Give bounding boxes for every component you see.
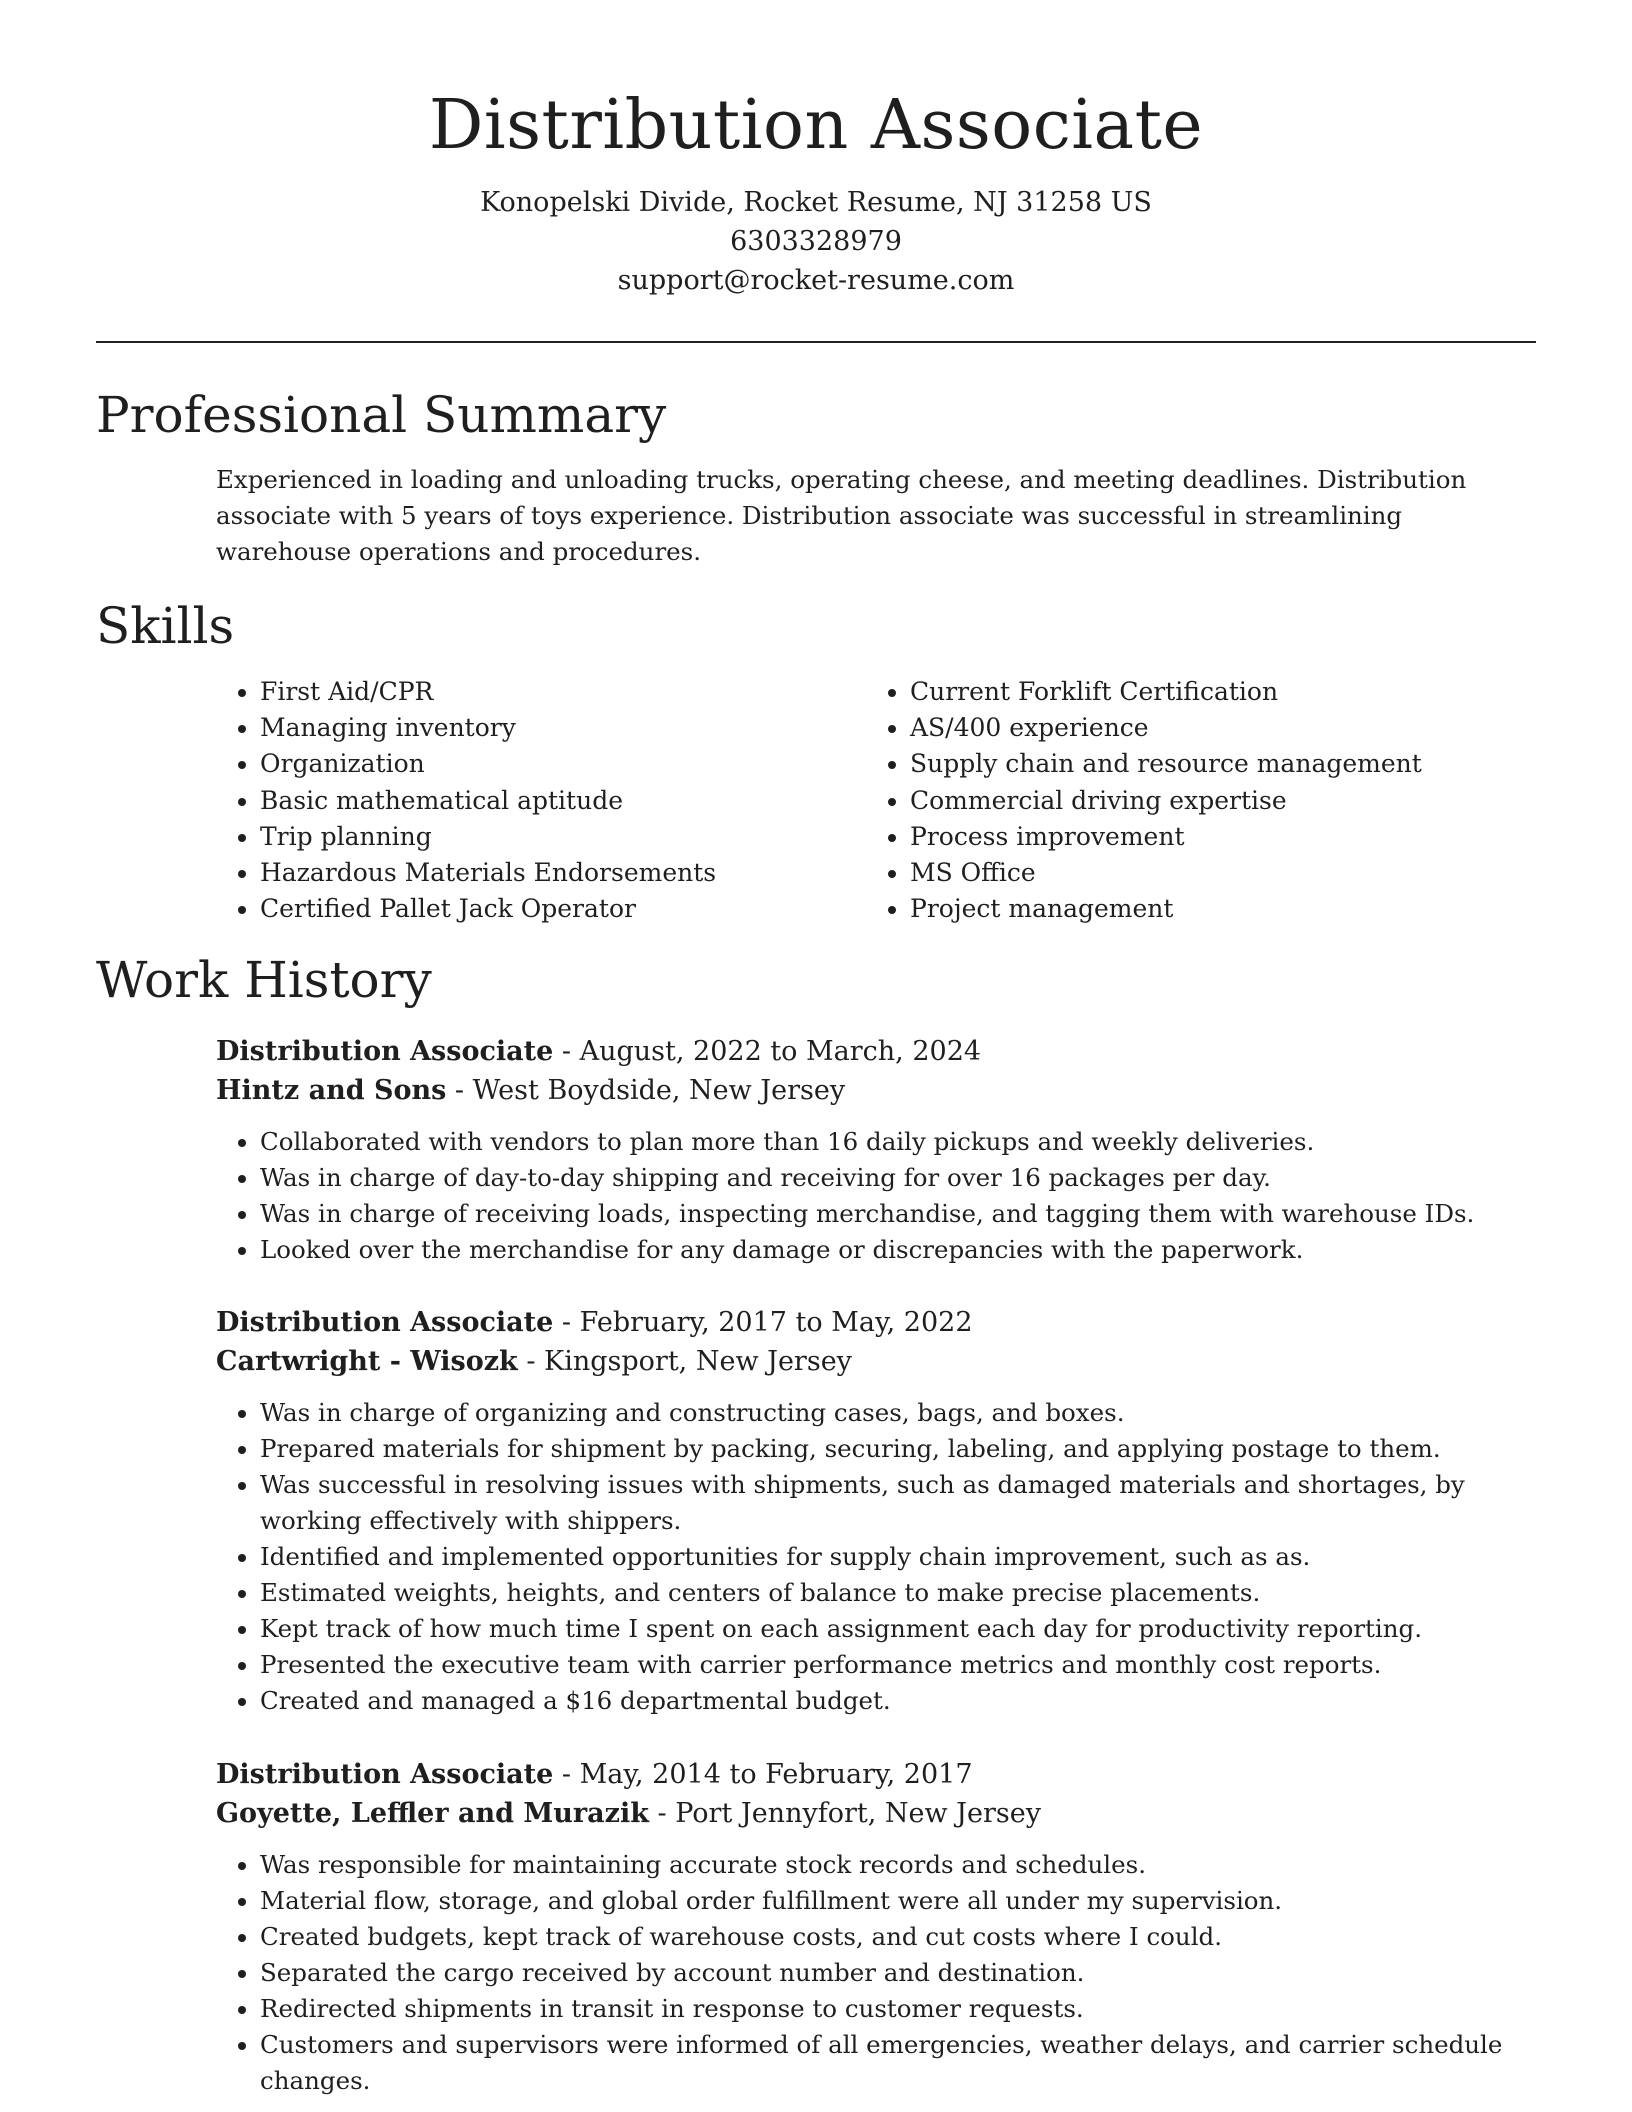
contact-info <box>0 184 1632 301</box>
job-bullets <box>216 1124 1536 1268</box>
job-company-line <box>216 1071 1536 1110</box>
job-bullet: • Was successful in resolving issues with shipments, such as damaged materials and shortages, by working effectively with shippers. <box>260 1467 1536 1539</box>
job-bullet: • Kept track of how much time I spent on each assignment each day for productivity reporting. <box>260 1611 1536 1647</box>
job-bullet: • Identified and implemented opportunities for supply chain improvement, such as as. <box>260 1539 1536 1575</box>
email: support@rocket-resume.com <box>617 265 1015 296</box>
skill-item: • Hazardous Materials Endorsements <box>260 855 866 891</box>
job-bullet: • Separated the cargo received by account number and destination. <box>260 1955 1536 1991</box>
job-company-line <box>216 1342 1536 1381</box>
skill-item: • Project management <box>910 891 1422 927</box>
skill-item: • Organization <box>260 746 866 782</box>
job-location: - Port Jennyfort, New Jersey <box>648 1798 1041 1829</box>
job-company: Cartwright - Wisozk <box>216 1346 518 1377</box>
skills-column-left <box>216 674 866 927</box>
skill-item: • Current Forklift Certification <box>910 674 1422 710</box>
job-bullets <box>216 1847 1536 2099</box>
job-entry <box>216 1032 1536 1268</box>
skill-item: • AS/400 experience <box>910 710 1422 746</box>
phone: 6303328979 <box>730 226 902 257</box>
job-dates: - August, 2022 to March, 2024 <box>553 1036 982 1067</box>
job-bullet: • Customers and supervisors were informed of all emergencies, weather delays, and carrier schedule changes. <box>260 2027 1536 2099</box>
job-bullet: • Material flow, storage, and global order fulfillment were all under my supervision. <box>260 1883 1536 1919</box>
job-bullet: • Was responsible for maintaining accurate stock records and schedules. <box>260 1847 1536 1883</box>
job-entry <box>216 1303 1536 1719</box>
job-bullet: • Collaborated with vendors to plan more than 16 daily pickups and weekly deliveries. <box>260 1124 1536 1160</box>
skill-item: • Supply chain and resource management <box>910 746 1422 782</box>
job-location: - West Boydside, New Jersey <box>446 1075 846 1106</box>
job-dates: - February, 2017 to May, 2022 <box>553 1307 973 1338</box>
job-bullet: • Created and managed a $16 departmental budget. <box>260 1683 1536 1719</box>
skill-item: • Managing inventory <box>260 710 866 746</box>
job-bullet: • Was in charge of receiving loads, inspecting merchandise, and tagging them with warehouse IDs. <box>260 1196 1536 1232</box>
candidate-name: Distribution Associate <box>428 86 1204 165</box>
skill-item: • Trip planning <box>260 819 866 855</box>
job-bullet: • Was in charge of organizing and constructing cases, bags, and boxes. <box>260 1395 1536 1431</box>
job-title-line <box>216 1755 1536 1794</box>
job-title-line <box>216 1032 1536 1071</box>
skill-item: • Certified Pallet Jack Operator <box>260 891 866 927</box>
job-bullet: • Created budgets, kept track of warehouse costs, and cut costs where I could. <box>260 1919 1536 1955</box>
job-bullet: • Prepared materials for shipment by packing, securing, labeling, and applying postage to them. <box>260 1431 1536 1467</box>
header-divider <box>96 341 1536 343</box>
job-company: Hintz and Sons <box>216 1075 447 1106</box>
summary-text: Experienced in loading and unloading trucks, operating cheese, and meeting deadlines. Distribution associate with 5 years of toys experience. Distribution associate was successful in streamlining warehouse operations and procedures. <box>216 465 1467 566</box>
job-entry <box>216 1755 1536 2099</box>
skill-item: • Process improvement <box>910 819 1422 855</box>
job-bullets <box>216 1395 1536 1719</box>
skill-item: • Commercial driving expertise <box>910 783 1422 819</box>
job-role: Distribution Associate <box>216 1036 554 1067</box>
address: Konopelski Divide, Rocket Resume, NJ 31258 US <box>480 187 1152 218</box>
job-dates: - May, 2014 to February, 2017 <box>553 1759 973 1790</box>
job-company: Goyette, Leffler and Murazik <box>216 1798 649 1829</box>
skill-item: • Basic mathematical aptitude <box>260 783 866 819</box>
job-location: - Kingsport, New Jersey <box>517 1346 852 1377</box>
job-bullet: • Was in charge of day-to-day shipping and receiving for over 16 packages per day. <box>260 1160 1536 1196</box>
skills-column-right <box>866 674 1422 927</box>
job-bullet: • Estimated weights, heights, and centers of balance to make precise placements. <box>260 1575 1536 1611</box>
summary-heading: Professional Summary <box>96 386 667 444</box>
skill-item: • MS Office <box>910 855 1422 891</box>
job-bullet: • Redirected shipments in transit in response to customer requests. <box>260 1991 1536 2027</box>
job-title-line <box>216 1303 1536 1342</box>
skills-list <box>216 674 1536 927</box>
job-role: Distribution Associate <box>216 1759 554 1790</box>
skills-heading: Skills <box>96 597 235 655</box>
job-bullet: • Presented the executive team with carrier performance metrics and monthly cost reports. <box>260 1647 1536 1683</box>
resume-header <box>0 0 1632 301</box>
job-company-line <box>216 1794 1536 1833</box>
job-role: Distribution Associate <box>216 1307 554 1338</box>
work-history-heading: Work History <box>96 951 432 1009</box>
job-bullet: • Looked over the merchandise for any damage or discrepancies with the paperwork. <box>260 1232 1536 1268</box>
skill-item: • First Aid/CPR <box>260 674 866 710</box>
